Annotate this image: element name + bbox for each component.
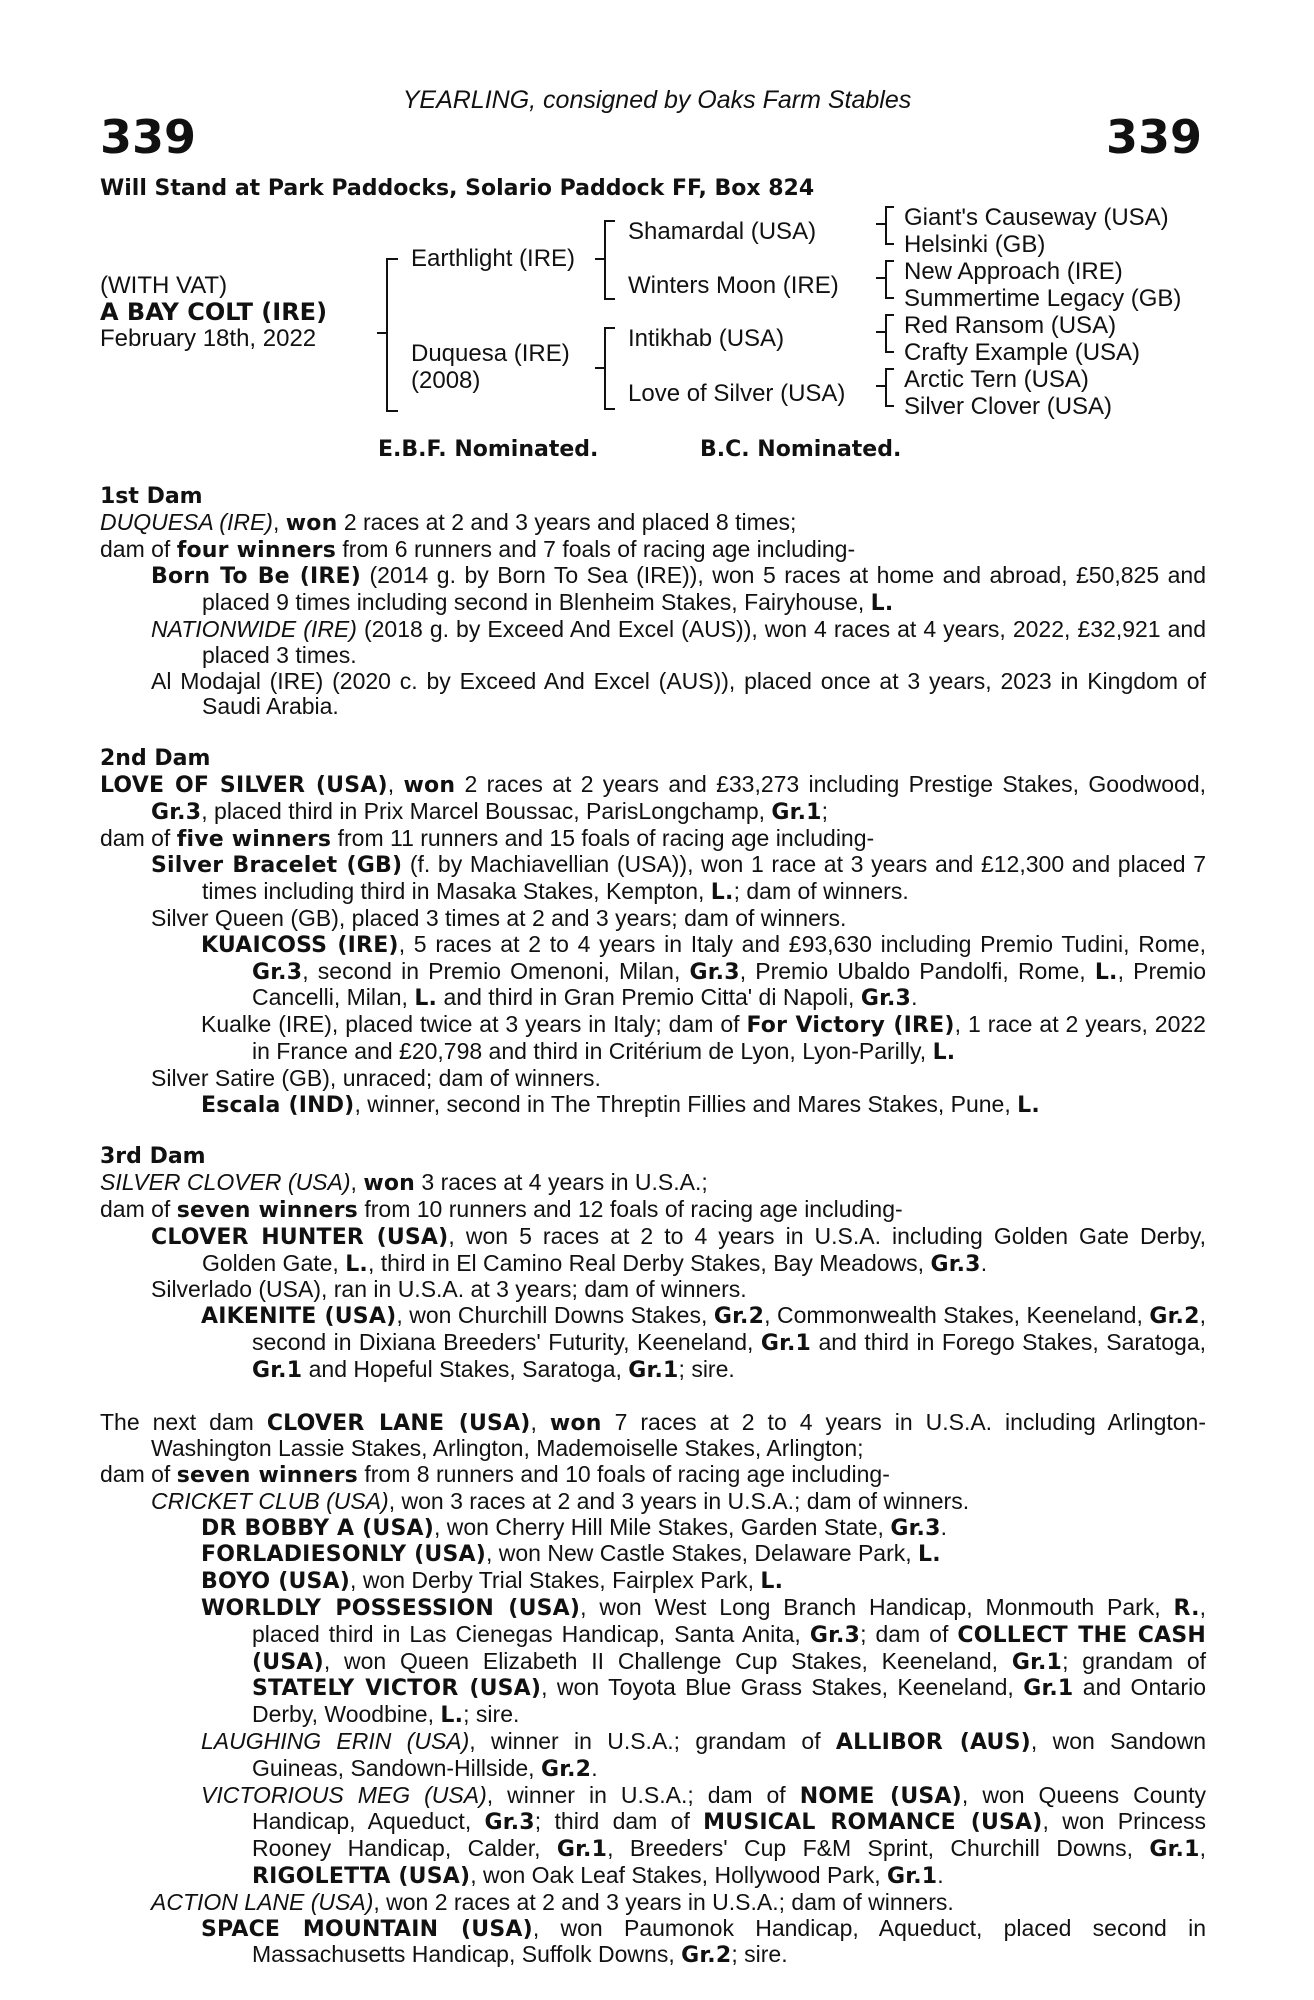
text-run: , won Princess Rooney Handicap, Calder, — [252, 1808, 1206, 1862]
ancestor-5: Red Ransom (USA) — [904, 312, 1117, 339]
pedigree-brace-g2 — [885, 260, 894, 299]
bold-run: Gr.1 — [1023, 1676, 1074, 1702]
text-run: , winner in U.S.A.; dam of — [486, 1781, 800, 1808]
bold-run: Gr.1 — [760, 1330, 812, 1356]
second-dam-line — [100, 826, 1206, 853]
italic-run: DUQUESA (IRE) — [100, 508, 273, 535]
text-run: ; third dam of — [534, 1808, 704, 1835]
bold-run: won — [285, 510, 338, 536]
bold-run: Gr.3 — [890, 1515, 941, 1541]
text-run: , placed third in Las Cienegas Handicap, Santa Anita, — [252, 1594, 1207, 1647]
first-dam-line — [100, 617, 1206, 669]
pedigree-brace-main — [386, 258, 398, 412]
text-run: , second in Premio Omenoni, Milan, — [302, 957, 690, 984]
bold-run: L. — [414, 986, 438, 1012]
bold-run: MUSICAL ROMANCE (USA) — [703, 1810, 1043, 1836]
text-run: 3 races at 4 years in U.S.A.; — [415, 1169, 708, 1196]
text-run: , — [350, 1169, 364, 1196]
bold-run: seven winners — [176, 1197, 358, 1223]
bold-run: L. — [918, 1542, 941, 1568]
text-run: , Commonwealth Stakes, Keeneland, — [764, 1302, 1150, 1329]
consignment-line: YEARLING, consigned by Oaks Farm Stables — [402, 86, 912, 114]
text-run: , won Churchill Downs Stakes, — [396, 1302, 714, 1329]
text-run: . — [911, 984, 918, 1011]
text-run: (2018 g. by Exceed And Excel (AUS)), won 4 races at 4 years, 2022, £32,921 and placed 3 times. — [202, 615, 1206, 668]
first-dam-line — [100, 563, 1206, 617]
bold-run: Gr.1 — [252, 1357, 303, 1383]
bold-run: won — [363, 1171, 416, 1197]
text-run: ; sire. — [678, 1355, 735, 1382]
text-run: dam of — [100, 535, 177, 562]
text-run: , third in El Camino Real Derby Stakes, Bay Meadows, — [367, 1249, 931, 1276]
bold-run: CLOVER HUNTER (USA) — [151, 1224, 449, 1250]
text-run: , won Paumonok Handicap, Aqueduct, placed second in Massachusetts Handicap, Suffolk Downs, — [252, 1914, 1207, 1968]
ancestor-6: Crafty Example (USA) — [904, 339, 1141, 366]
next-dam-line — [100, 1729, 1206, 1783]
bold-run: CLOVER LANE (USA) — [266, 1410, 531, 1436]
ancestor-3: New Approach (IRE) — [904, 258, 1123, 285]
text-run: 2 races at 2 and 3 years and placed 8 times; — [337, 508, 797, 535]
bold-run: Gr.1 — [556, 1837, 608, 1863]
next-dam-line — [100, 1783, 1206, 1890]
next-dam-line — [100, 1916, 1206, 1970]
text-run: , Premio Ubaldo Pandolfi, Rome, — [739, 957, 1095, 984]
text-run: , — [387, 770, 404, 797]
text-run: from 6 runners and 7 foals of racing age including- — [336, 535, 856, 562]
first-dam-line — [100, 669, 1206, 721]
bold-run: BOYO (USA) — [201, 1569, 351, 1595]
third-dam-line — [100, 1170, 1206, 1197]
bold-run: Gr.3 — [860, 986, 912, 1012]
pedigree-brace-dam — [604, 327, 615, 410]
ancestor-1: Giant's Causeway (USA) — [904, 204, 1169, 231]
text-run: , won 5 races at 2 to 4 years in U.S.A. including Golden Gate Derby, Golden Gate, — [202, 1222, 1206, 1276]
sire-dam: Winters Moon (IRE) — [628, 272, 839, 299]
second-dam-line — [100, 932, 1206, 1012]
text-run: 7 races at 2 to 4 years in U.S.A. including Arlington-Washington Lassie Stakes, Arlington, Mademoiselle Stakes, Arlington; — [151, 1408, 1206, 1462]
text-run: Silver Queen (GB), placed 3 times at 2 and 3 years; dam of winners. — [151, 904, 847, 931]
text-run: , won Toyota Blue Grass Stakes, Keeneland, — [541, 1674, 1024, 1701]
first-dam-line — [100, 510, 1206, 537]
text-run: from 11 runners and 15 foals of racing age including- — [331, 824, 875, 851]
horse-name: A BAY COLT (IRE) — [100, 298, 328, 326]
lot-number-right: 339 — [1105, 110, 1202, 164]
text-run: , won Queen Elizabeth II Challenge Cup Stakes, Keeneland, — [323, 1647, 1012, 1674]
text-run: ; grandam of — [1062, 1647, 1206, 1674]
bold-run: L. — [1094, 959, 1118, 985]
bold-run: Gr.3 — [151, 799, 202, 825]
second-dam-line — [100, 852, 1206, 906]
sire-sire: Shamardal (USA) — [628, 218, 817, 245]
text-run: , 1 race at 2 years, 2022 in France and £20,798 and third in Critérium de Lyon, Lyon-Parilly, — [252, 1011, 1206, 1064]
text-run: , won Queens County Handicap, Aqueduct, — [252, 1781, 1206, 1835]
text-run: , — [272, 508, 286, 535]
second-dam-line — [100, 906, 1206, 932]
pedigree-brace-g1 — [885, 206, 894, 245]
bold-run: Gr.2 — [540, 1756, 592, 1782]
text-run: , won 2 races at 2 and 3 years in U.S.A.; dam of winners. — [373, 1888, 954, 1915]
ancestor-4: Summertime Legacy (GB) — [904, 285, 1182, 312]
italic-run: NATIONWIDE (IRE) — [151, 615, 357, 642]
bold-run: Gr.1 — [1011, 1649, 1063, 1675]
bc-nomination: B.C. Nominated. — [700, 437, 902, 462]
text-run: from 8 runners and 10 foals of racing age including- — [357, 1461, 890, 1488]
next-dam-line — [100, 1410, 1206, 1463]
bold-run: SPACE MOUNTAIN (USA) — [201, 1916, 533, 1942]
next-dam-line — [100, 1890, 1206, 1916]
italic-run: LAUGHING ERIN (USA) — [201, 1728, 470, 1755]
sire-name: Earthlight (IRE) — [411, 245, 576, 272]
bold-run: seven winners — [176, 1463, 358, 1489]
first-dam-line — [100, 537, 1206, 564]
bold-run: COLLECT THE CASH (USA) — [252, 1622, 1206, 1675]
text-run: (f. by Machiavellian (USA)), won 1 race at 3 years and £12,300 and placed 7 times including third in Masaka Stakes, Kempton, — [202, 851, 1206, 905]
bold-run: Gr.2 — [713, 1304, 765, 1330]
text-run: Al Modajal (IRE) (2020 c. by Exceed And Excel (AUS)), placed once at 3 years, 2023 in Kingdom of Saudi Arabia. — [151, 667, 1206, 720]
bold-run: Gr.3 — [689, 959, 740, 985]
bold-run: L. — [760, 1569, 784, 1595]
third-dam-line — [100, 1303, 1206, 1383]
pedigree-brace-sire — [604, 220, 615, 300]
bold-run: NOME (USA) — [799, 1783, 962, 1809]
second-dam-heading: 2nd Dam — [100, 746, 211, 772]
text-run: 2 races at 2 years and £33,273 including Prestige Stakes, Goodwood, — [455, 770, 1207, 797]
next-dam-line — [100, 1515, 1206, 1542]
pedigree-brace-g3 — [885, 314, 894, 353]
text-run: , — [530, 1408, 550, 1435]
text-run: ; dam of — [860, 1620, 958, 1647]
text-run: ; dam of winners. — [733, 878, 909, 905]
bold-run: STATELY VICTOR (USA) — [252, 1676, 542, 1702]
bold-run: R. — [1173, 1596, 1200, 1622]
dam-year: (2008) — [411, 367, 481, 394]
third-dam-line — [100, 1197, 1206, 1224]
second-dam-line — [100, 1066, 1206, 1092]
bold-run: Gr.1 — [1149, 1837, 1200, 1863]
bold-run: ALLIBOR (AUS) — [835, 1730, 1031, 1756]
text-run: , won Oak Leaf Stakes, Hollywood Park, — [470, 1862, 888, 1889]
bold-run: Silver Bracelet (GB) — [151, 853, 403, 879]
bold-run: Gr.1 — [771, 799, 822, 825]
text-run: ; sire. — [463, 1701, 520, 1728]
text-run: Silver Satire (GB), unraced; dam of winners. — [151, 1064, 601, 1091]
text-run: , won 3 races at 2 and 3 years in U.S.A.; dam of winners. — [388, 1487, 970, 1514]
text-run: (2014 g. by Born To Sea (IRE)), won 5 races at home and abroad, £50,825 and placed 9 times including second in Blenheim Stakes, Fairyhouse, — [202, 562, 1206, 616]
text-run: and Hopeful Stakes, Saratoga, — [302, 1355, 629, 1382]
ebf-nomination: E.B.F. Nominated. — [378, 437, 599, 462]
stand-location: Will Stand at Park Paddocks, Solario Paddock FF, Box 824 — [100, 176, 815, 201]
bold-run: L. — [710, 880, 734, 906]
italic-run: ACTION LANE (USA) — [151, 1888, 374, 1915]
lot-number-left: 339 — [100, 110, 197, 164]
bold-run: WORLDLY POSSESSION (USA) — [201, 1596, 581, 1622]
text-run: Silverlado (USA), ran in U.S.A. at 3 years; dam of winners. — [151, 1276, 747, 1303]
bold-run: Gr.3 — [484, 1810, 535, 1836]
text-run: , 5 races at 2 to 4 years in Italy and £93,630 including Premio Tudini, Rome, — [398, 930, 1206, 957]
bold-run: won — [403, 772, 456, 798]
bold-run: Gr.2 — [1149, 1304, 1200, 1330]
text-run: , won New Castle Stakes, Delaware Park, — [485, 1540, 919, 1567]
text-run: , Breeders' Cup F&M Sprint, Churchill Downs, — [607, 1835, 1150, 1862]
dam-name: Duquesa (IRE) — [411, 340, 570, 367]
dam-dam: Love of Silver (USA) — [628, 380, 846, 407]
bold-run: Gr.1 — [628, 1357, 679, 1383]
text-run: . — [937, 1862, 944, 1889]
ancestor-8: Silver Clover (USA) — [904, 393, 1113, 420]
bold-run: DR BOBBY A (USA) — [201, 1515, 434, 1541]
text-run: , second in Dixiana Breeders' Futurity, Keeneland, — [252, 1302, 1206, 1355]
text-run: , won Derby Trial Stakes, Fairplex Park, — [350, 1567, 761, 1594]
text-run: . — [940, 1513, 947, 1540]
bold-run: For Victory (IRE) — [746, 1013, 955, 1039]
text-run: Kualke (IRE), placed twice at 3 years in Italy; dam of — [201, 1011, 747, 1038]
text-run: , Premio Cancelli, Milan, — [252, 957, 1206, 1011]
next-dam-line — [100, 1568, 1206, 1595]
text-run: , placed third in Prix Marcel Boussac, ParisLongchamp, — [201, 797, 772, 824]
text-run: dam of — [100, 1461, 177, 1488]
bold-run: Gr.3 — [930, 1251, 981, 1277]
bold-run: L. — [345, 1251, 368, 1277]
bold-run: four winners — [176, 537, 337, 563]
second-dam-line — [100, 1012, 1206, 1066]
pedigree-brace-g4 — [885, 368, 894, 407]
bold-run: Gr.3 — [809, 1622, 861, 1648]
third-dam-line — [100, 1224, 1206, 1278]
text-run: ; sire. — [731, 1941, 788, 1968]
text-run: . — [980, 1249, 988, 1276]
ancestor-7: Arctic Tern (USA) — [904, 366, 1089, 393]
text-run: . — [591, 1754, 598, 1781]
italic-run: VICTORIOUS MEG (USA) — [201, 1781, 487, 1808]
text-run: and Ontario Derby, Woodbine, — [252, 1674, 1206, 1728]
bold-run: FORLADIESONLY (USA) — [201, 1542, 486, 1568]
next-dam-line — [100, 1541, 1206, 1568]
bold-run: L. — [870, 591, 894, 617]
next-dam-line — [100, 1595, 1206, 1729]
bold-run: Gr.1 — [887, 1864, 938, 1890]
bold-run: LOVE OF SILVER (USA) — [100, 772, 388, 798]
dam-sire: Intikhab (USA) — [628, 325, 785, 352]
text-run: and third in Gran Premio Citta' di Napoli, — [437, 984, 861, 1011]
text-run: , winner, second in The Threptin Fillies and Mares Stakes, Pune, — [354, 1090, 1018, 1117]
text-run: , won West Long Branch Handicap, Monmouth Park, — [580, 1594, 1174, 1621]
third-dam-line — [100, 1277, 1206, 1303]
foaling-date: February 18th, 2022 — [100, 325, 317, 352]
first-dam-heading: 1st Dam — [100, 484, 203, 509]
second-dam-line — [100, 772, 1206, 826]
next-dam-line — [100, 1489, 1206, 1515]
bold-run: L. — [932, 1039, 956, 1065]
text-run: , won Cherry Hill Mile Stakes, Garden State, — [434, 1513, 891, 1540]
bold-run: KUAICOSS (IRE) — [201, 932, 399, 958]
bold-run: Gr.2 — [681, 1943, 732, 1969]
bold-run: five winners — [176, 826, 332, 852]
bold-run: RIGOLETTA (USA) — [252, 1864, 471, 1890]
text-run: dam of — [100, 1195, 177, 1222]
bold-run: L. — [1017, 1092, 1040, 1118]
text-run: The next dam — [100, 1408, 267, 1435]
text-run: , won Sandown Guineas, Sandown-Hillside, — [252, 1728, 1206, 1781]
vat-note: (WITH VAT) — [100, 272, 228, 299]
third-dam-heading: 3rd Dam — [100, 1144, 206, 1170]
italic-run: SILVER CLOVER (USA) — [100, 1169, 351, 1196]
text-run: ; — [821, 797, 829, 824]
text-run: , winner in U.S.A.; grandam of — [469, 1728, 836, 1755]
text-run: dam of — [100, 824, 177, 851]
second-dam-line — [100, 1092, 1206, 1119]
bold-run: Escala (IND) — [201, 1092, 355, 1118]
text-run: and third in Forego Stakes, Saratoga, — [811, 1328, 1206, 1355]
bold-run: AIKENITE (USA) — [201, 1304, 397, 1330]
bold-run: L. — [440, 1703, 464, 1729]
ancestor-2: Helsinki (GB) — [904, 231, 1046, 258]
produce-record — [100, 484, 1206, 1969]
text-run: from 10 runners and 12 foals of racing age including- — [357, 1195, 903, 1222]
bold-run: Gr.3 — [252, 959, 303, 985]
next-dam-line — [100, 1462, 1206, 1489]
bold-run: won — [549, 1410, 602, 1436]
bold-run: Born To Be (IRE) — [151, 564, 362, 590]
text-run: , — [1199, 1835, 1206, 1862]
italic-run: CRICKET CLUB (USA) — [151, 1487, 389, 1514]
